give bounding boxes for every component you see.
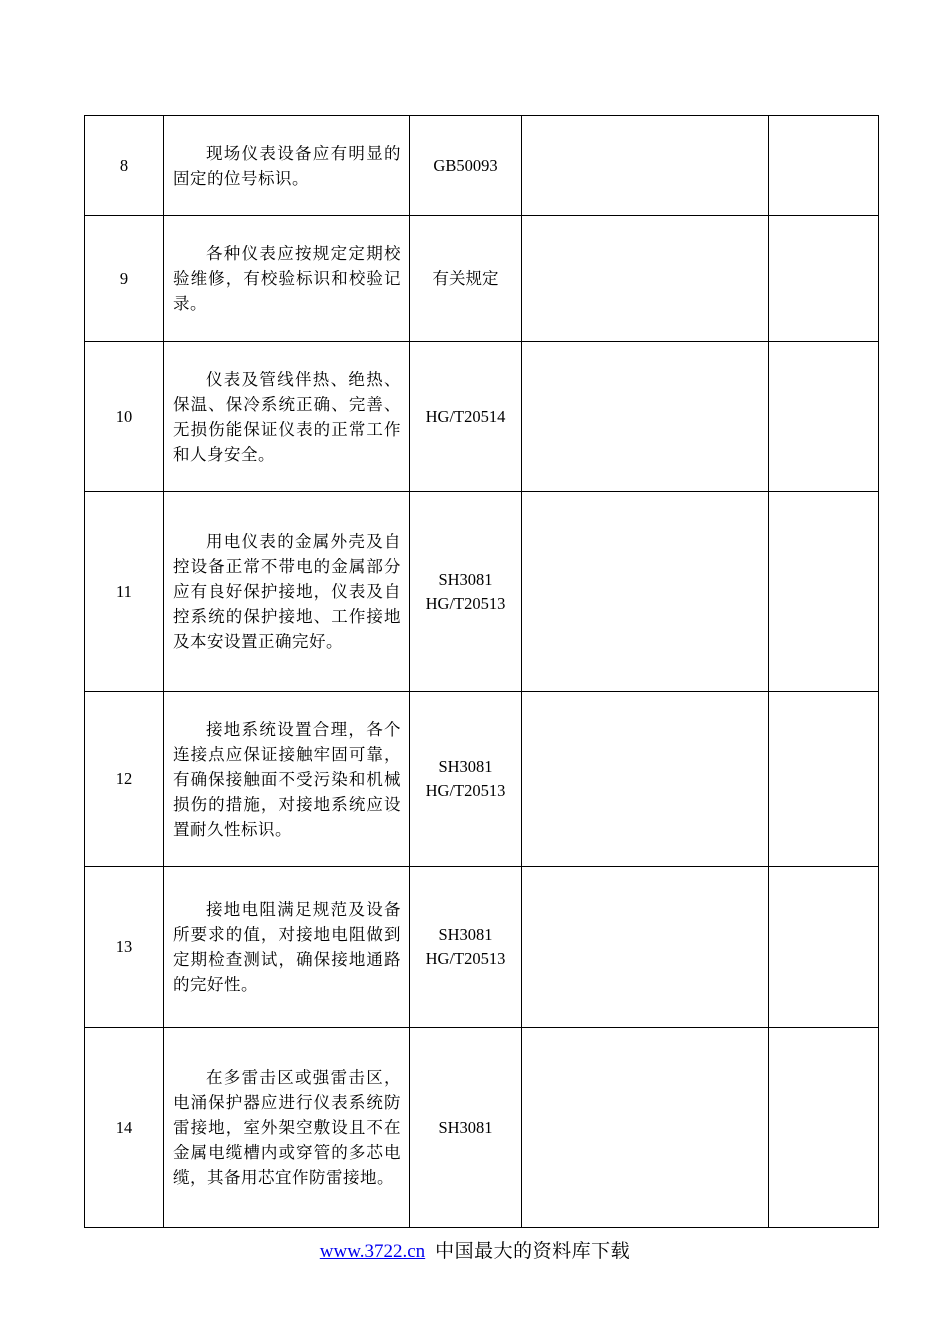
requirement-cell [164, 342, 410, 492]
requirement-text: 在多雷击区或强雷击区，电涌保护器应进行仪表系统防雷接地，室外架空敷设且不在金属电缆槽内或穿管的多芯电缆，其备用芯宜作防雷接地。 [173, 1068, 401, 1187]
basis-standard: SH3081 [438, 757, 493, 776]
requirement-cell [164, 692, 410, 867]
table-row [85, 216, 879, 342]
requirement-cell [164, 1028, 410, 1228]
table-row [85, 692, 879, 867]
requirement-text: 用电仪表的金属外壳及自控设备正常不带电的金属部分应有良好保护接地，仪表及自控系统的保护接地、工作接地及本安设置正确完好。 [173, 532, 401, 651]
remark-cell [769, 342, 879, 492]
table-row [85, 342, 879, 492]
basis-standard: 有关规定 [432, 268, 499, 288]
row-number: 14 [85, 1028, 164, 1228]
remark-cell [769, 867, 879, 1028]
basis-standard: SH3081 [438, 925, 493, 944]
result-cell [522, 867, 769, 1028]
table-row [85, 1028, 879, 1228]
inspection-table [84, 115, 879, 1228]
result-cell [522, 116, 769, 216]
basis-standard: HG/T20513 [425, 593, 506, 613]
basis-standard: HG/T20514 [425, 406, 506, 426]
result-cell [522, 692, 769, 867]
basis-cell [410, 492, 522, 692]
basis-cell [410, 692, 522, 867]
result-cell [522, 342, 769, 492]
footer-website-link[interactable]: www.3722.cn [319, 1241, 426, 1262]
table-row [85, 492, 879, 692]
row-number: 9 [85, 216, 164, 342]
requirement-text: 接地系统设置合理，各个连接点应保证接触牢固可靠，有确保接触面不受污染和机械损伤的措施，对接地系统应设置耐久性标识。 [173, 719, 401, 839]
result-cell [522, 216, 769, 342]
remark-cell [769, 216, 879, 342]
requirement-cell [164, 116, 410, 216]
remark-cell [769, 116, 879, 216]
basis-cell [410, 867, 522, 1028]
requirement-cell [164, 492, 410, 692]
row-number: 8 [85, 116, 164, 216]
basis-standard: SH3081 [438, 569, 493, 589]
table-row [85, 867, 879, 1028]
basis-cell [410, 116, 522, 216]
row-number: 10 [85, 342, 164, 492]
basis-cell [410, 216, 522, 342]
row-number: 13 [85, 867, 164, 1028]
row-number: 12 [85, 692, 164, 867]
requirement-cell [164, 216, 410, 342]
requirement-text: 各种仪表应按规定定期校验维修，有校验标识和校验记录。 [173, 244, 401, 313]
footer-slogan: 中国最大的资料库下载 [435, 1240, 631, 1262]
remark-cell [769, 492, 879, 692]
basis-standard: SH3081 [438, 1117, 493, 1137]
result-cell [522, 1028, 769, 1228]
basis-standard: HG/T20513 [425, 781, 506, 800]
row-number: 11 [85, 492, 164, 692]
page-footer [0, 1237, 950, 1266]
requirement-text: 仪表及管线伴热、绝热、保温、保冷系统正确、完善、无损伤能保证仪表的正常工作和人身安全。 [173, 369, 401, 464]
basis-cell [410, 1028, 522, 1228]
remark-cell [769, 1028, 879, 1228]
result-cell [522, 492, 769, 692]
remark-cell [769, 692, 879, 867]
basis-standard: GB50093 [433, 155, 498, 175]
basis-standard: HG/T20513 [425, 949, 506, 968]
requirement-text: 现场仪表设备应有明显的固定的位号标识。 [173, 143, 401, 188]
table-row [85, 116, 879, 216]
requirement-text: 接地电阻满足规范及设备所要求的值，对接地电阻做到定期检查测试，确保接地通路的完好性。 [173, 900, 401, 994]
basis-cell [410, 342, 522, 492]
requirement-cell [164, 867, 410, 1028]
